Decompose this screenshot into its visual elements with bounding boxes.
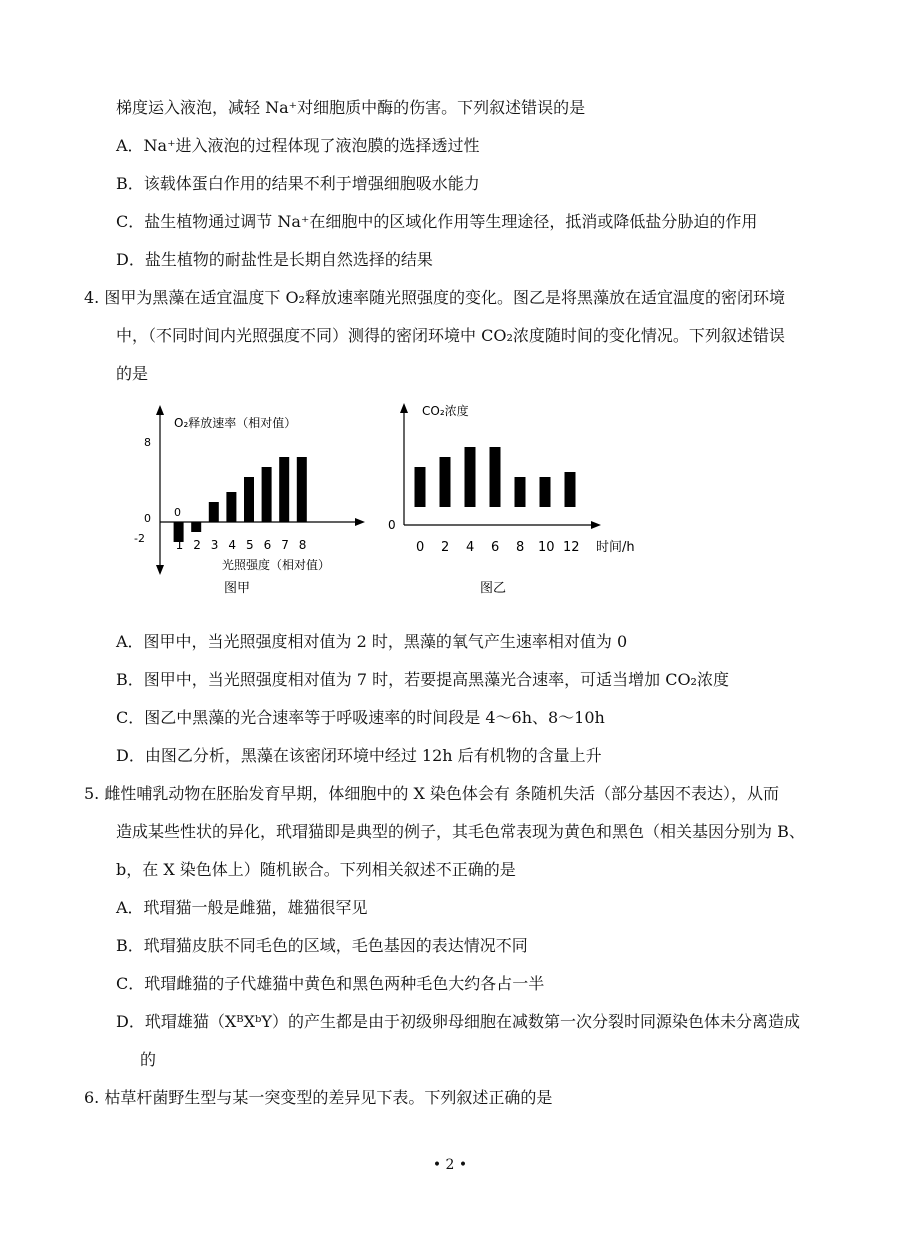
chart-a-xtick: 5 <box>246 538 254 552</box>
chart-b-bar <box>465 447 476 507</box>
chart-a-ytick-0: 0 <box>144 512 151 525</box>
q5-stem-line3: b，在 X 染色体上）随机嵌合。下列相关叙述不正确的是 <box>116 860 516 879</box>
chart-a-xtick: 8 <box>298 538 307 552</box>
chart-a-xtick: 7 <box>281 538 289 552</box>
q4-stem-line3: 的是 <box>116 364 149 383</box>
chart-b-xtick: 2 <box>441 540 450 555</box>
q5-option-a: A．玳瑁猫一般是雌猫，雄猫很罕见 <box>116 898 368 917</box>
chart-b-bar <box>440 457 451 507</box>
chart-a-xtick: 1 <box>175 538 184 552</box>
chart-a-bar <box>244 477 254 522</box>
page-number: • 2 • <box>432 1157 468 1173</box>
chart-b-xtick: 8 <box>516 540 525 555</box>
q5-stem-line2: 造成某些性状的异化，玳瑁猫即是典型的例子，其毛色常表现为黄色和黑色（相关基因分别为 B、 <box>116 822 805 841</box>
chart-b-bar <box>565 472 576 507</box>
chart-a-y-arrow-bottom <box>156 565 164 575</box>
chart-a-bar <box>297 457 307 522</box>
chart-a-ytick-8: 8 <box>144 436 151 449</box>
chart-b-y-arrow <box>400 403 408 413</box>
chart-a-xtick: 3 <box>210 538 219 552</box>
q4-option-d: D．由图乙分析，黑藻在该密闭环境中经过 12h 后有机物的含量上升 <box>116 746 602 765</box>
q4-option-b: B．图甲中，当光照强度相对值为 7 时，若要提高黑藻光合速率，可适当增加 CO₂浓度 <box>116 670 729 689</box>
chart-a-bar <box>191 522 201 532</box>
chart-b-caption: 图乙 <box>480 581 507 596</box>
chart-a-title: O₂释放速率（相对值） <box>174 416 297 430</box>
chart-a-x-arrow <box>355 518 365 526</box>
q5-option-d-line1: D．玳瑁雄猫（XᴮXᵇY）的产生都是由于初级卵母细胞在减数第一次分裂时同源染色体未分离造成 <box>116 1012 800 1031</box>
q4-stem-line2: 中，（不同时间内光照强度不同）测得的密闭环境中 CO₂浓度随时间的变化情况。下列叙述错误 <box>116 326 785 345</box>
q3-option-b: B．该载体蛋白作用的结果不利于增强细胞吸水能力 <box>116 174 480 193</box>
chart-a-xlabel: 光照强度（相对值） <box>222 558 331 572</box>
q4-stem-line1: 4. 图甲为黑藻在适宜温度下 O₂释放速率随光照强度的变化。图乙是将黑藻放在适宜温度的密闭环境 <box>84 288 785 307</box>
q6-stem-line1: 6. 枯草杆菌野生型与某一突变型的差异见下表。下列叙述正确的是 <box>84 1088 553 1107</box>
chart-b-bar <box>540 477 551 507</box>
chart-a-bar <box>209 502 219 522</box>
chart-a-xtick: 2 <box>193 538 201 552</box>
chart-a-ytick-neg2: -2 <box>134 532 145 545</box>
q3-option-c: C．盐生植物通过调节 Na⁺在细胞中的区域化作用等生理途径，抵消或降低盐分胁迫的作用 <box>116 212 758 231</box>
q3-stem-line: 梯度运入液泡，减轻 Na⁺对细胞质中酶的伤害。下列叙述错误的是 <box>116 98 586 117</box>
chart-b-x-arrow <box>591 521 601 529</box>
chart-b-bar <box>415 467 426 507</box>
q4-figures <box>130 395 650 605</box>
chart-a-y-arrow <box>156 405 164 415</box>
chart-b-bar <box>490 447 501 507</box>
chart-a-caption: 图甲 <box>224 581 251 596</box>
chart-b-xtick: 6 <box>491 540 500 555</box>
chart-b-ytick-0: 0 <box>388 518 396 532</box>
chart-b-xtick: 12 <box>563 540 580 555</box>
q5-option-d-line2: 的 <box>140 1050 157 1069</box>
chart-b-xlabel: 时间/h <box>596 540 635 555</box>
q3-option-d: D．盐生植物的耐盐性是长期自然选择的结果 <box>116 250 433 269</box>
chart-b-xtick: 0 <box>416 540 425 555</box>
chart-b-bar <box>515 477 526 507</box>
chart-a-bar <box>226 492 236 522</box>
q4-option-a: A．图甲中，当光照强度相对值为 2 时，黑藻的氧气产生速率相对值为 0 <box>116 632 628 651</box>
chart-b-xtick: 10 <box>538 540 555 555</box>
chart-a-xtick: 4 <box>228 538 237 552</box>
chart-a-xtick: 6 <box>263 538 272 552</box>
chart-a-bar <box>279 457 289 522</box>
q3-option-a: A．Na⁺进入液泡的过程体现了液泡膜的选择透过性 <box>116 136 480 155</box>
q5-option-b: B．玳瑁猫皮肤不同毛色的区域，毛色基因的表达情况不同 <box>116 936 528 955</box>
chart-b-xtick: 4 <box>466 540 475 555</box>
q4-option-c: C．图乙中黑藻的光合速率等于呼吸速率的时间段是 4～6h、8～10h <box>116 708 605 727</box>
q4-charts-svg <box>130 395 650 605</box>
chart-a-bar-label-0: 0 <box>174 506 181 519</box>
q5-option-c: C．玳瑁雌猫的子代雄猫中黄色和黑色两种毛色大约各占一半 <box>116 974 545 993</box>
chart-b-title: CO₂浓度 <box>422 404 469 418</box>
chart-a-bar <box>262 467 272 522</box>
q5-stem-line1: 5. 雌性哺乳动物在胚胎发育早期，体细胞中的 X 染色体会有 条随机失活（部分基因不表达），从而 <box>84 784 780 803</box>
